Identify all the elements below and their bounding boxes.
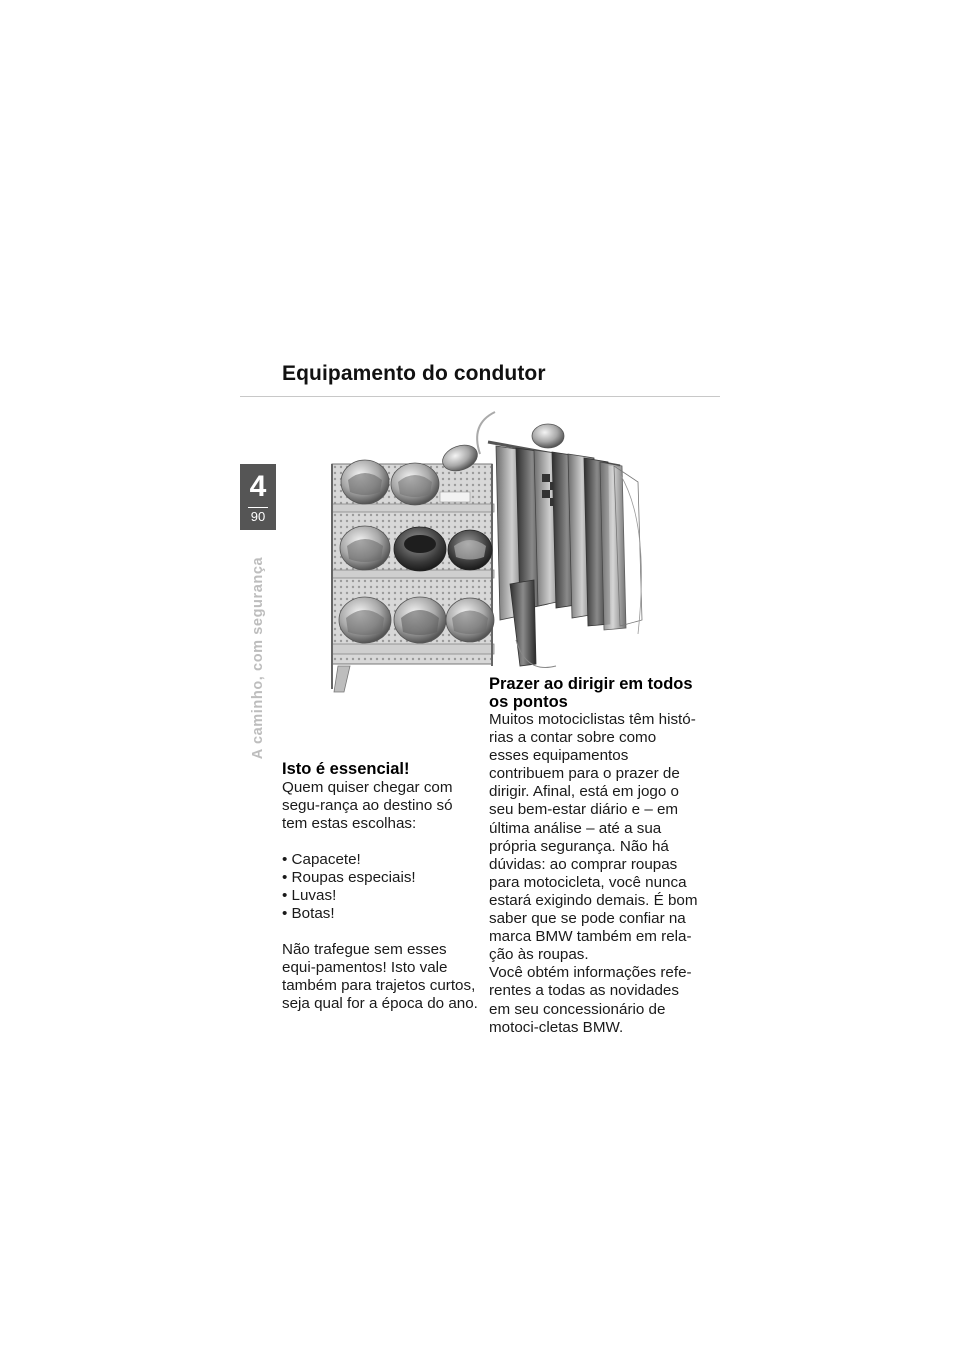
helmet-and-clothing-rack-photo (320, 404, 660, 696)
essential-closing: Não trafegue sem esses equi-pamentos! Isto vale também para trajetos curtos, seja qual for a época do ano. (282, 941, 478, 1013)
page-title: Equipamento do condutor (282, 362, 546, 385)
essential-intro: Quem quiser chegar com segu-rança ao destino só tem estas escolhas: (282, 778, 453, 832)
list-item: • Botas! (282, 905, 335, 923)
pleasure-body: Muitos motociclistas têm histó-rias a contar sobre como esses equipamentos contribuem para o prazer de dirigir. Afinal, está em jogo o seu bem-estar diário e – em última análise – até a sua própria segurança. Não há dúvidas: ao comprar roupas para motocicleta, você nunca estará exigindo demais. É bom saber que se pode confiar na marca BMW também em rela-ção às roupas. (489, 711, 698, 964)
page-number: 90 (250, 509, 266, 524)
chapter-side-label: A caminho, com segurança (250, 556, 266, 760)
chapter-number: 4 (249, 470, 267, 503)
list-item: • Roupas especiais! (282, 868, 416, 886)
section-heading-essential: Isto é essencial! (282, 760, 410, 778)
list-item: • Capacete! (282, 850, 361, 868)
right-column (489, 676, 699, 1037)
section-heading-pleasure: Prazer ao dirigir em todos os pontos (489, 675, 693, 711)
chapter-divider (248, 507, 268, 508)
equipment-list (282, 851, 482, 923)
chapter-tab (240, 464, 276, 530)
pleasure-body-dealer: Você obtém informações refe-rentes a todas as novidades em seu concessionário de motoci-cletas BMW. (489, 964, 692, 1036)
left-column (282, 761, 482, 1014)
title-rule (240, 396, 720, 397)
list-item: • Luvas! (282, 886, 337, 904)
